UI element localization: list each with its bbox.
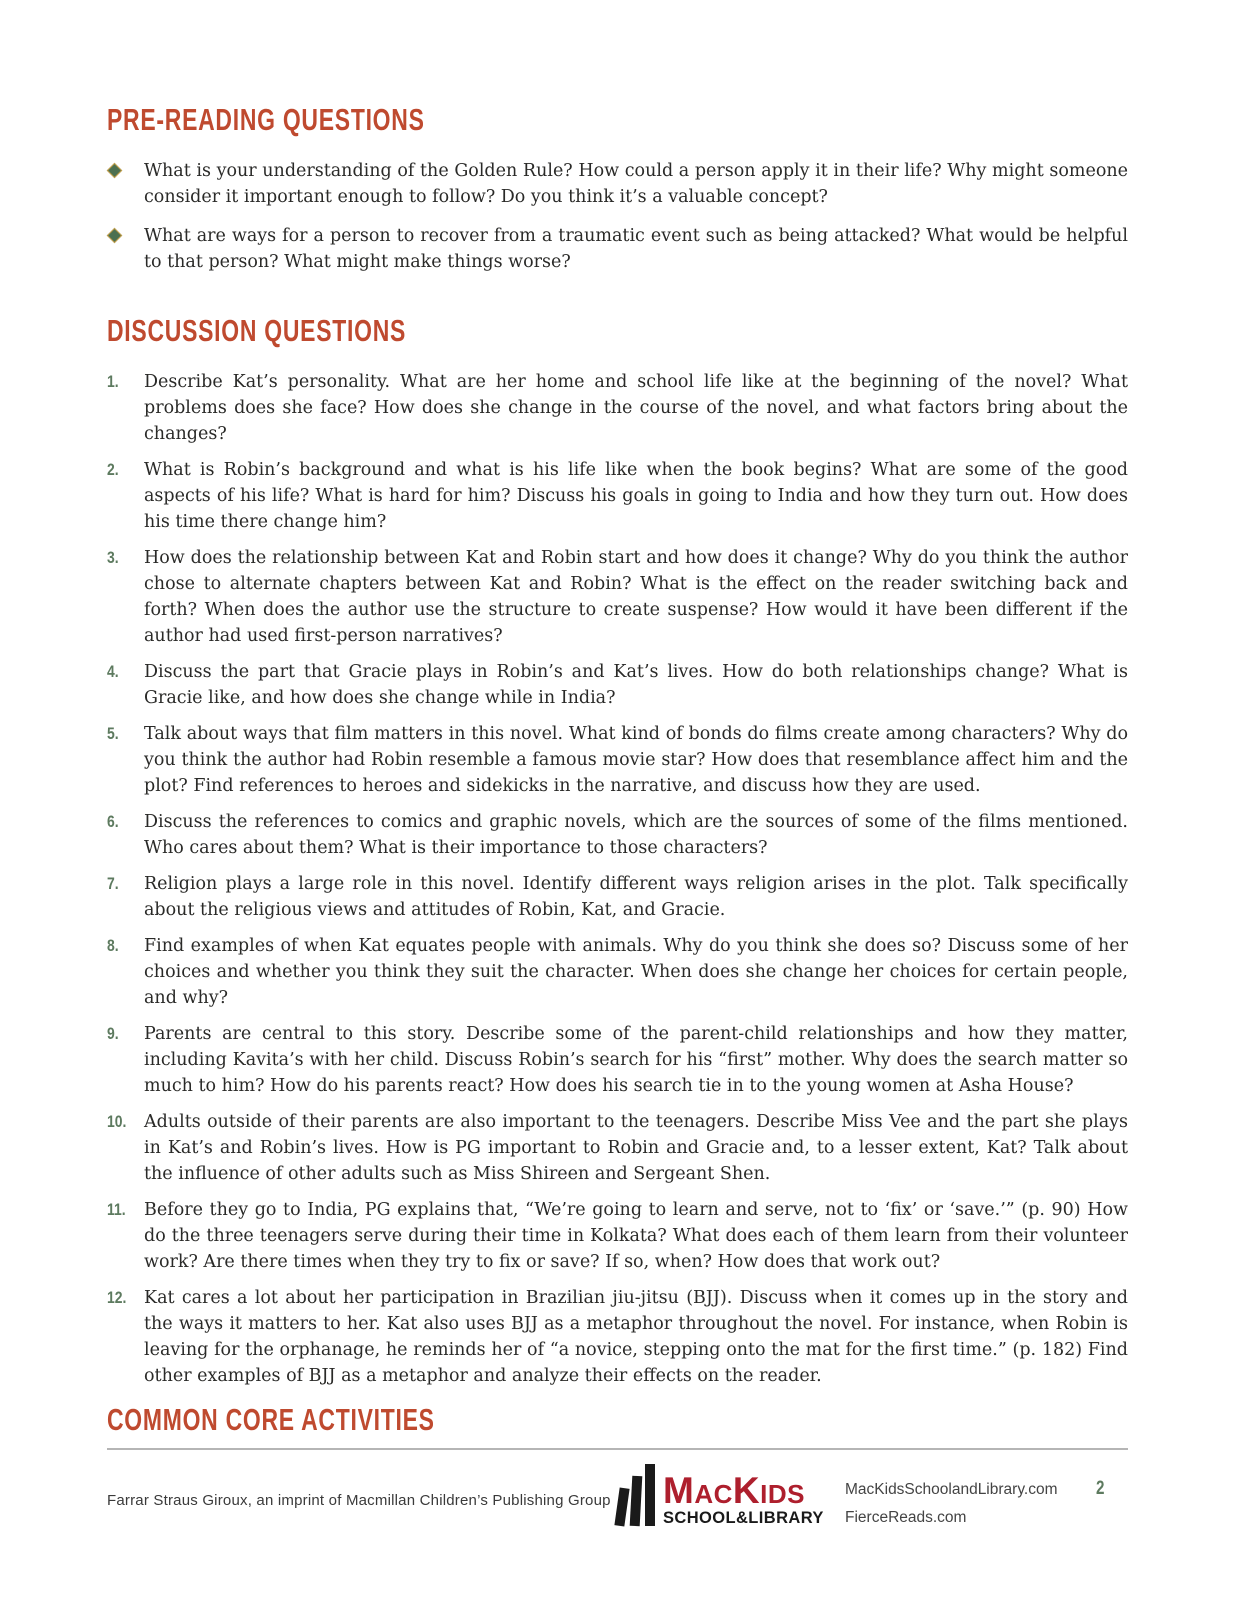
question-text: Discuss the references to comics and graphic novels, which are the sources of some of the films mentioned. Who cares about them? What is their importance to those characters? <box>144 812 1128 858</box>
question-number: 5. <box>107 724 119 743</box>
discussion-question-11 <box>107 1197 1128 1275</box>
logo-bar <box>630 1476 643 1526</box>
discussion-question-12 <box>107 1285 1128 1389</box>
discussion-question-5 <box>107 721 1128 799</box>
question-number: 8. <box>107 936 119 955</box>
discussion-question-10 <box>107 1109 1128 1187</box>
pre-reading-bullet-item <box>107 223 1128 275</box>
question-text: Describe Kat’s personality. What are her home and school life like at the beginning of the novel? What problems does she face? How does she change in the course of the novel, and what factors bring about the changes? <box>144 372 1128 444</box>
footer-divider <box>107 1448 1128 1450</box>
discussion-question-3 <box>107 545 1128 649</box>
question-number: 11. <box>107 1200 126 1219</box>
page-number: 2 <box>1096 1478 1105 1499</box>
page-footer <box>107 1462 1128 1562</box>
discussion-question-7 <box>107 871 1128 923</box>
pre-reading-questions-heading: PRE-READING QUESTIONS <box>107 102 425 137</box>
mackids-bars-icon <box>617 1462 655 1526</box>
logo-bar <box>645 1464 655 1526</box>
question-text: Discuss the part that Gracie plays in Robin’s and Kat’s lives. How do both relationships change? What is Gracie like, and how does she change while in India? <box>144 662 1128 708</box>
discussion-question-1 <box>107 369 1128 447</box>
pre-reading-bullet-item <box>107 158 1128 210</box>
bullet-text: What are ways for a person to recover from a traumatic event such as being attacked? What would be helpful to that person? What might make things worse? <box>144 226 1128 272</box>
question-text: Parents are central to this story. Describe some of the parent-child relationships and how they matter, including Kavita’s with her child. Discuss Robin’s search for his “first” mother. Why does the search matter so much to him? How do his parents react? How does his search tie in to the young women at Asha House? <box>144 1024 1128 1096</box>
discussion-questions-heading: DISCUSSION QUESTIONS <box>107 313 407 348</box>
question-text: How does the relationship between Kat and Robin start and how does it change? Why do you think the author chose to alternate chapters between Kat and Robin? What is the effect on the reader switching back and forth? When does the author use the structure to create suspense? How would it have been different if the author had used first-person narratives? <box>144 548 1128 646</box>
publisher-imprint-text: Farrar Straus Giroux, an imprint of Macmillan Children’s Publishing Group <box>107 1492 611 1509</box>
bullet-text: What is your understanding of the Golden Rule? How could a person apply it in their life? Why might someone consider it important enough to follow? Do you think it’s a valuable concept? <box>144 161 1128 207</box>
question-number: 10. <box>107 1112 127 1131</box>
question-number: 9. <box>107 1024 119 1043</box>
question-text: Talk about ways that film matters in this novel. What kind of bonds do films create among characters? Why do you think the author had Robin resemble a famous movie star? How does that resemblance affect him and the plot? Find references to heroes and sidekicks in the narrative, and discuss how they are used. <box>144 724 1128 796</box>
question-number: 12. <box>107 1288 127 1307</box>
discussion-question-4 <box>107 659 1128 711</box>
mackids-subtitle: SCHOOL&LIBRARY <box>663 1508 824 1527</box>
mackids-logo-text <box>663 1469 824 1527</box>
page-content <box>107 0 1128 1399</box>
question-text: Religion plays a large role in this novel. Identify different ways religion arises in the plot. Talk specifically about the religious views and attitudes of Robin, Kat, and Gracie. <box>144 874 1128 920</box>
discussion-question-2 <box>107 457 1128 535</box>
discussion-question-9 <box>107 1021 1128 1099</box>
question-number: 4. <box>107 662 119 681</box>
question-number: 7. <box>107 874 119 893</box>
diamond-bullet-icon <box>107 163 123 179</box>
common-core-section <box>107 1404 550 1436</box>
question-number: 3. <box>107 548 119 567</box>
question-number: 2. <box>107 460 119 479</box>
question-text: Find examples of when Kat equates people with animals. Why do you think she does so? Discuss some of her choices and whether you think they suit the character. When does she change her choices for certain people, and why? <box>144 936 1128 1008</box>
mackids-wordmark: MacKids <box>663 1469 805 1511</box>
footer-links <box>845 1476 1058 1532</box>
discussion-question-6 <box>107 809 1128 861</box>
fiercereads-website-link[interactable]: FierceReads.com <box>845 1509 967 1526</box>
common-core-activities-heading: COMMON CORE ACTIVITIES <box>107 1402 435 1437</box>
mackids-logo <box>617 1462 824 1526</box>
question-text: What is Robin’s background and what is his life like when the book begins? What are some of the good aspects of his life? What is hard for him? Discuss his goals in going to India and how they turn out. How does his time there change him? <box>144 460 1128 532</box>
question-text: Before they go to India, PG explains that, “We’re going to learn and serve, not to ‘fix’ or ‘save.’” (p. 90) How do the three teenagers serve during their time in Kolkata? What does each of them learn from their volunteer work? Are there times when they try to fix or save? If so, when? How does that work out? <box>144 1200 1128 1272</box>
question-number: 1. <box>107 372 119 391</box>
diamond-bullet-icon <box>107 228 123 244</box>
question-number: 6. <box>107 812 119 831</box>
question-text: Adults outside of their parents are also important to the teenagers. Describe Miss Vee and the part she plays in Kat’s and Robin’s lives. How is PG important to Robin and Gracie and, to a lesser extent, Kat? Talk about the influence of other adults such as Miss Shireen and Sergeant Shen. <box>144 1112 1128 1184</box>
mackids-website-link[interactable]: MacKidsSchoolandLibrary.com <box>845 1481 1058 1498</box>
logo-bar <box>614 1487 629 1526</box>
discussion-question-8 <box>107 933 1128 1011</box>
question-text: Kat cares a lot about her participation in Brazilian jiu-jitsu (BJJ). Discuss when it comes up in the story and the ways it matters to her. Kat also uses BJJ as a metaphor throughout the novel. For instance, when Robin is leaving for the orphanage, he reminds her of “a novice, stepping onto the mat for the first time.” (p. 182) Find other examples of BJJ as a metaphor and analyze their effects on the reader. <box>144 1288 1128 1386</box>
